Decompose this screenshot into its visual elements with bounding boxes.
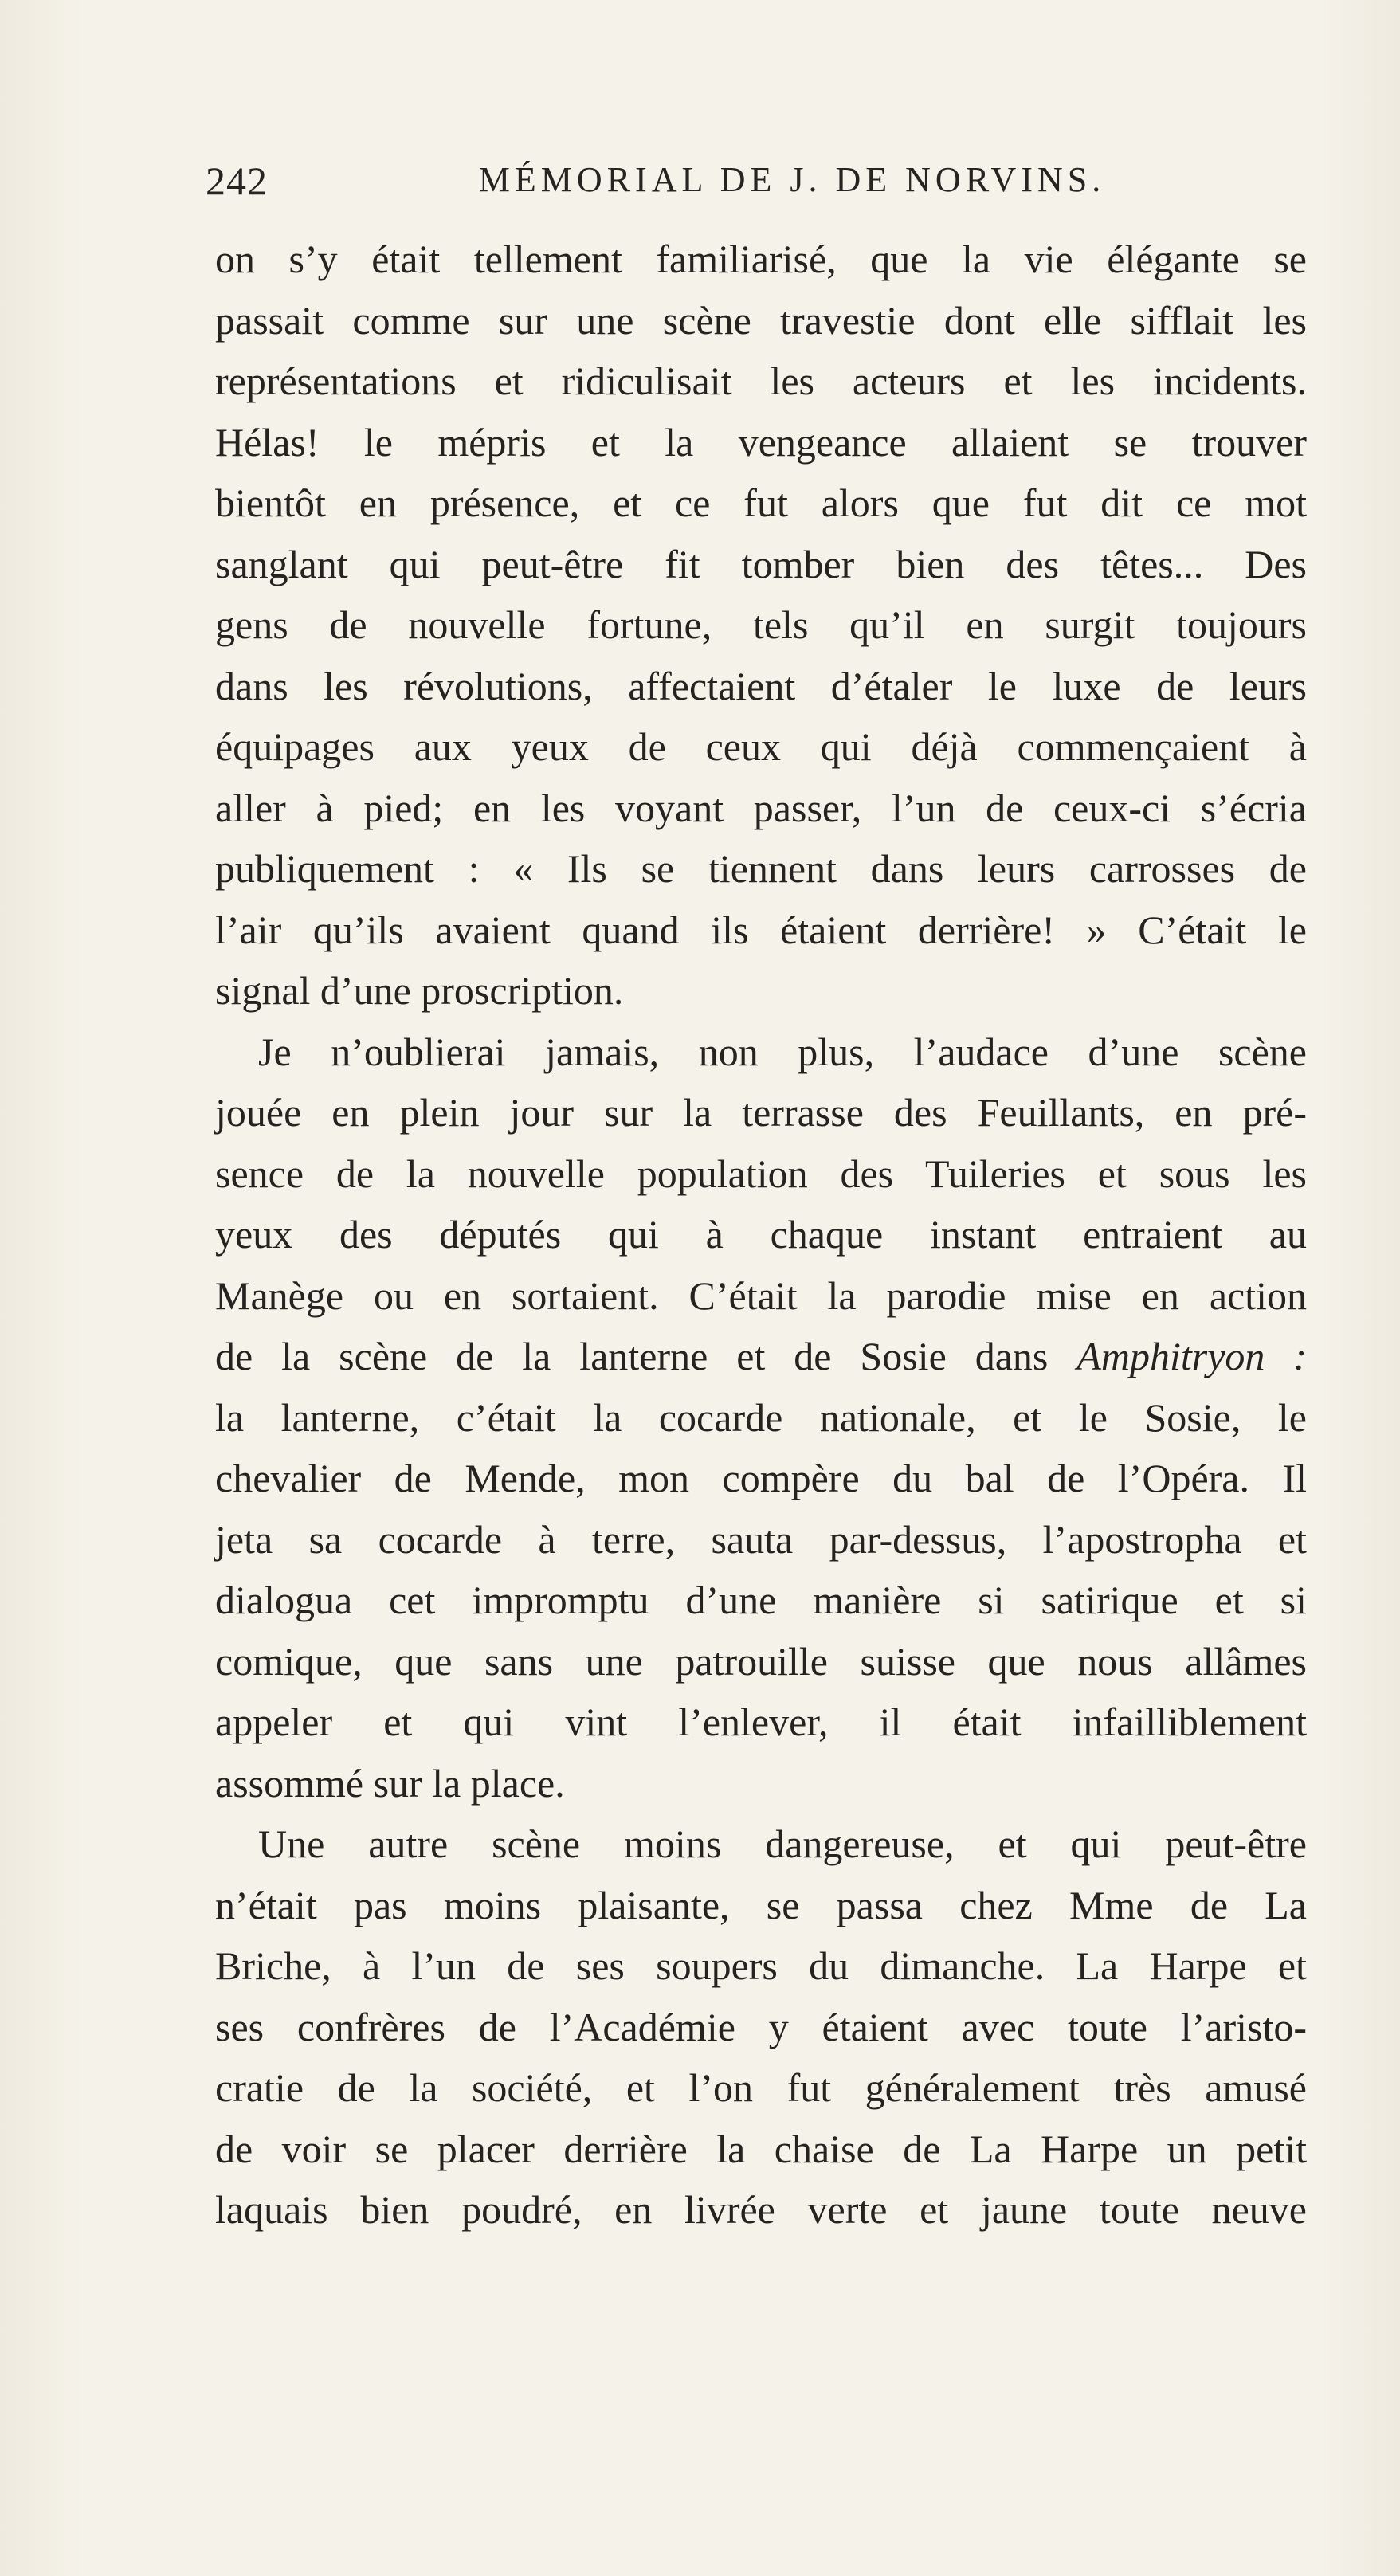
text-line: Hélas! le mépris et la vengeance allaient se trouver (215, 419, 1307, 465)
text-line: dialogua cet impromptu d’une manière si satirique et si (215, 1578, 1307, 1622)
text-line: passait comme sur une scène travestie dont elle sifflait les (215, 297, 1307, 343)
text-line: comique, que sans une patrouille suisse que nous allâmes (215, 1638, 1307, 1684)
page-number: 242 (206, 159, 268, 203)
text-line: ses confrères de l’Académie y étaient avec toute l’aristo- (215, 2004, 1307, 2049)
text-line: Manège ou en sortaient. C’était la parodie mise en action (215, 1272, 1307, 1318)
running-title: MÉMORIAL DE J. DE NORVINS. (478, 160, 1106, 199)
text-line: Je n’oublierai jamais, non plus, l’audace d’une scène (258, 1029, 1307, 1074)
text-line: Briche, à l’un de ses soupers du dimanche. La Harpe et (215, 1943, 1307, 1988)
text-line: Une autre scène moins dangereuse, et qui peut-être (258, 1821, 1307, 1866)
text-line: jouée en plein jour sur la terrasse des Feuillants, en pré- (215, 1090, 1307, 1135)
text-line: gens de nouvelle fortune, tels qu’il en surgit toujours (215, 602, 1307, 647)
text-line: chevalier de Mende, mon compère du bal de l’Opéra. Il (215, 1456, 1307, 1500)
text-line: représentations et ridiculisait les acteurs et les incidents. (215, 359, 1307, 403)
text-line: on s’y était tellement familiarisé, que la vie élégante se (215, 237, 1307, 281)
text-line: sanglant qui peut-être fit tomber bien des têtes... Des (215, 541, 1307, 586)
page-header (206, 151, 1315, 223)
text-line: aller à pied; en les voyant passer, l’un de ceux-ci s’écria (215, 785, 1307, 830)
text-line: appeler et qui vint l’enlever, il était infailliblement (215, 1700, 1307, 1744)
text-line: sence de la nouvelle population des Tuileries et sous les (215, 1151, 1307, 1196)
text-line: assommé sur la place. (215, 1760, 565, 1806)
text-line: n’était pas moins plaisante, se passa chez Mme de La (215, 1882, 1307, 1927)
text-line: jeta sa cocarde à terre, sauta par-dessus, l’apostropha et (215, 1516, 1307, 1562)
body-text (215, 229, 1307, 2241)
text-line: laquais bien poudré, en livrée verte et jaune toute neuve (215, 2187, 1307, 2232)
italic-title: Amphitryon : (1076, 1334, 1308, 1378)
text-line: de voir se placer derrière la chaise de La Harpe un petit (215, 2126, 1307, 2171)
text-line: publiquement : « Ils se tiennent dans leurs carrosses de (215, 846, 1307, 891)
text-line: équipages aux yeux de ceux qui déjà commençaient à (215, 724, 1307, 769)
text-line: yeux des députés qui à chaque instant entraient au (215, 1212, 1307, 1257)
text-line: signal d’une proscription. (215, 968, 624, 1013)
text-line (215, 1326, 1307, 1387)
text-line: cratie de la société, et l’on fut généralement très amusé (215, 2065, 1307, 2110)
text-line: l’air qu’ils avaient quand ils étaient derrière! » C’était le (215, 907, 1307, 952)
text-line: dans les révolutions, affectaient d’étaler le luxe de leurs (215, 663, 1307, 708)
text-line: bientôt en présence, et ce fut alors que fut dit ce mot (215, 480, 1307, 525)
text-line-segment: de la scène de la lanterne et de Sosie dans (215, 1334, 1077, 1378)
text-line: la lanterne, c’était la cocarde nationale, et le Sosie, le (215, 1394, 1307, 1440)
